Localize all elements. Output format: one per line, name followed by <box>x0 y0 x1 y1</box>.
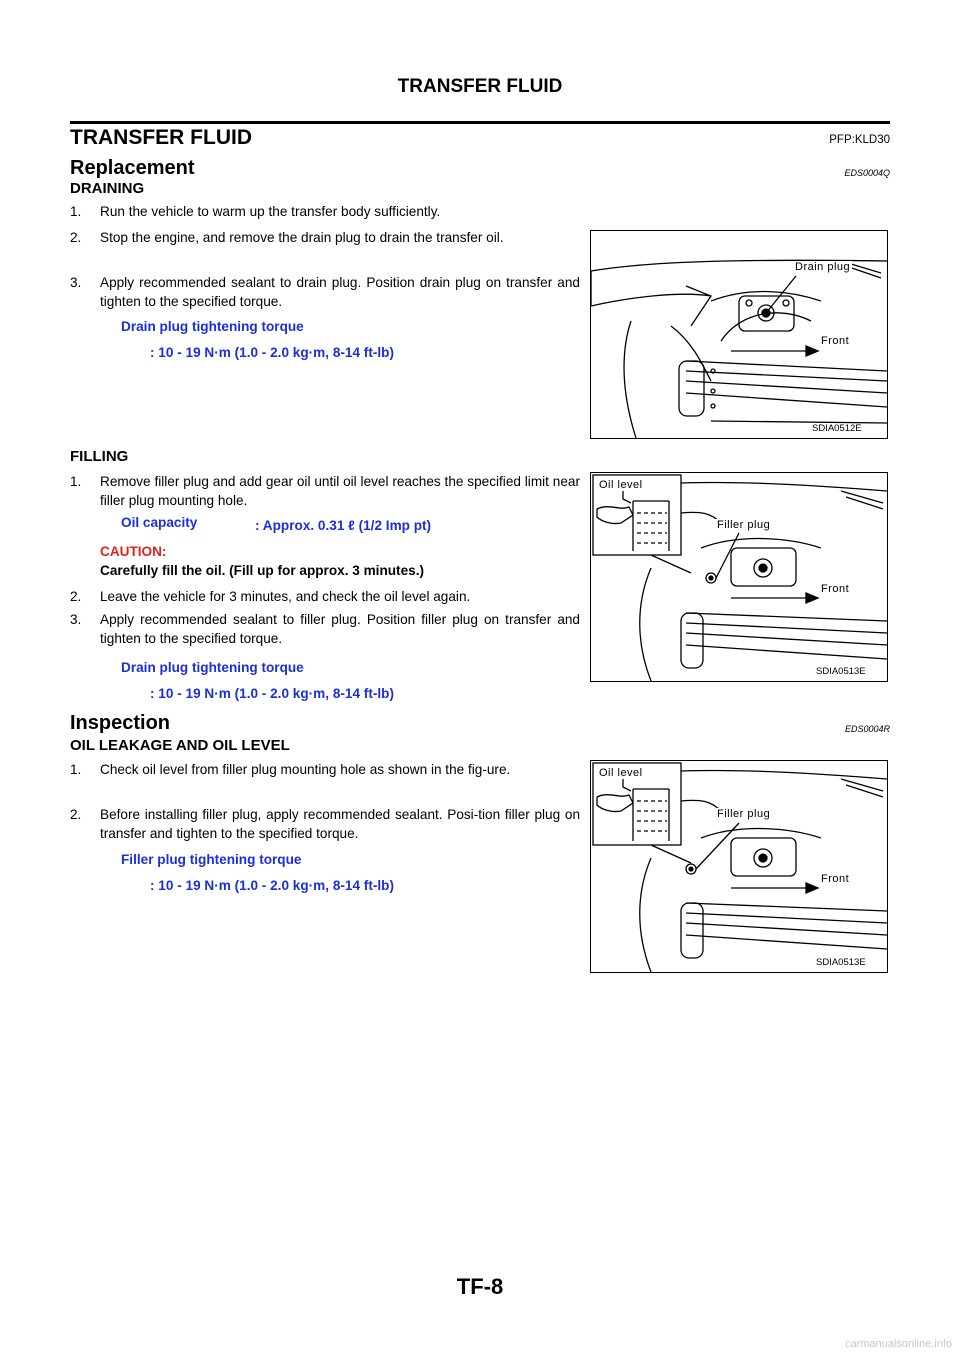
step-number: 2. <box>70 807 82 822</box>
figure-drain-plug <box>590 230 888 439</box>
pfp-code: PFP:KLD30 <box>829 134 890 146</box>
figure-label-filler-plug: Filler plug <box>717 519 771 531</box>
figure-caption: SDIA0513E <box>816 957 866 968</box>
figure-label-front: Front <box>821 335 850 347</box>
draining-torque-value: : 10 - 19 N·m (1.0 - 2.0 kg·m, 8-14 ft-lb) <box>150 345 394 360</box>
section-title: TRANSFER FLUID <box>70 126 252 149</box>
filling-step-3 <box>70 610 580 648</box>
header-rule <box>70 121 890 124</box>
draining-step-2 <box>70 228 580 247</box>
figure-label-front: Front <box>821 873 850 885</box>
figure-label-front: Front <box>821 583 850 595</box>
step-text: Before installing filler plug, apply recommended sealant. Posi-tion filler plug on transfer and tighten to the specified torque. <box>100 807 580 841</box>
replacement-heading: Replacement <box>70 157 195 179</box>
step-number: 1. <box>70 762 82 777</box>
step-number: 1. <box>70 204 82 219</box>
step-text: Leave the vehicle for 3 minutes, and check the oil level again. <box>100 589 471 604</box>
filler-torque-label: Filler plug tightening torque <box>121 852 302 867</box>
figure-filler-plug <box>590 472 888 682</box>
figure-label-oil-level: Oil level <box>599 479 643 491</box>
figure-caption: SDIA0512E <box>812 423 862 434</box>
step-number: 1. <box>70 474 82 489</box>
figure-label-filler-plug: Filler plug <box>717 808 771 820</box>
figure-label-oil-level: Oil level <box>599 767 643 779</box>
step-text: Check oil level from filler plug mounting hole as shown in the fig-ure. <box>100 762 511 777</box>
draining-heading: DRAINING <box>70 180 145 197</box>
step-text: Run the vehicle to warm up the transfer body sufficiently. <box>100 204 441 219</box>
filling-heading: FILLING <box>70 448 129 465</box>
inspection-heading: Inspection <box>70 712 171 734</box>
oil-capacity-label: Oil capacity <box>121 515 198 530</box>
draining-step-3 <box>70 273 580 311</box>
draining-torque-label: Drain plug tightening torque <box>121 319 304 334</box>
caution-text: Carefully fill the oil. (Fill up for approx. 3 minutes.) <box>100 563 425 578</box>
page-header-title: TRANSFER FLUID <box>397 76 563 97</box>
filling-torque-label: Drain plug tightening torque <box>121 660 304 675</box>
caution-label: CAUTION: <box>100 544 167 559</box>
filling-step-1 <box>70 472 580 510</box>
filling-torque-value: : 10 - 19 N·m (1.0 - 2.0 kg·m, 8-14 ft-lb) <box>150 686 394 701</box>
step-number: 3. <box>70 612 82 627</box>
figure-oil-level-check <box>590 760 888 973</box>
watermark: carmanualsonline.info <box>844 1338 952 1350</box>
step-number: 2. <box>70 230 82 245</box>
replacement-code: EDS0004Q <box>844 168 890 178</box>
filling-step-2 <box>70 587 580 606</box>
oil-capacity-value: : Approx. 0.31 ℓ (1/2 Imp pt) <box>255 518 432 533</box>
inspection-step-2 <box>70 805 580 843</box>
step-text: Apply recommended sealant to drain plug. Position drain plug on transfer and tighten to the specified torque. <box>100 275 580 309</box>
step-text: Stop the engine, and remove the drain plug to drain the transfer oil. <box>100 230 504 245</box>
oil-level-illustration <box>591 761 887 972</box>
step-number: 3. <box>70 275 82 290</box>
filler-plug-illustration <box>591 473 887 681</box>
step-text: Remove filler plug and add gear oil until oil level reaches the specified limit near filler plug mounting hole. <box>100 474 580 508</box>
draining-step-1 <box>70 202 580 221</box>
oil-leakage-heading: OIL LEAKAGE AND OIL LEVEL <box>70 737 290 754</box>
figure-label-drain-plug: Drain plug <box>795 261 851 273</box>
inspection-step-1 <box>70 760 580 779</box>
step-text: Apply recommended sealant to filler plug. Position filler plug on transfer and tighten to the specified torque. <box>100 612 580 646</box>
filler-torque-value: : 10 - 19 N·m (1.0 - 2.0 kg·m, 8-14 ft-lb) <box>150 878 394 893</box>
step-number: 2. <box>70 589 82 604</box>
inspection-code: EDS0004R <box>844 724 890 734</box>
page-number: TF-8 <box>456 1274 504 1299</box>
figure-caption: SDIA0513E <box>816 666 866 677</box>
